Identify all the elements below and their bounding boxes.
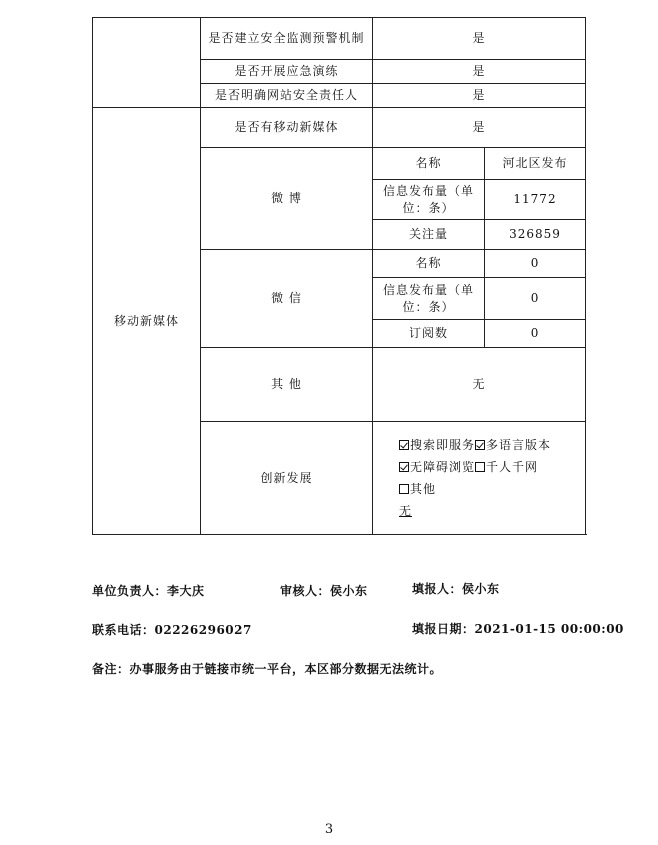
weibo-followers-label: 关注量 [373, 220, 485, 250]
innovation-option [399, 438, 475, 452]
weibo-posts-value: 11772 [485, 180, 586, 220]
checkbox-unchecked-icon [475, 462, 485, 472]
weixin-subscribers-label: 订阅数 [373, 320, 485, 348]
row-value-responsible: 是 [373, 84, 586, 108]
innovation-option [475, 460, 538, 474]
weixin-label: 微 信 [201, 250, 373, 348]
row-value-has-mobile: 是 [373, 108, 586, 148]
reviewer: 审核人：侯小东 [280, 584, 368, 598]
contact-phone: 联系电话：02226296027 [92, 623, 252, 637]
checkbox-checked-icon [475, 440, 485, 450]
innovation-option-label: 搜索即服务 [410, 438, 476, 452]
weixin-posts-value: 0 [485, 278, 586, 320]
innovation-option-label: 多语言版本 [486, 438, 552, 452]
weibo-posts-label: 信息发布量（单位：条） [373, 180, 485, 220]
innovation-option [475, 438, 551, 452]
weixin-name-value: 0 [485, 250, 586, 278]
table-row [93, 18, 586, 60]
row-value-monitoring: 是 [373, 18, 586, 60]
other-media-value: 无 [373, 348, 586, 422]
weixin-posts-label: 信息发布量（单位：条） [373, 278, 485, 320]
section-label-innovation: 创新发展 [201, 422, 373, 535]
unit-head: 单位负责人：李大庆 [92, 584, 205, 598]
checkbox-unchecked-icon [399, 484, 409, 494]
report-table [92, 17, 586, 535]
weixin-subscribers-value: 0 [485, 320, 586, 348]
weibo-label: 微 博 [201, 148, 373, 250]
weibo-followers-value: 326859 [485, 220, 586, 250]
weibo-name-value: 河北区发布 [485, 148, 586, 180]
row-label-responsible: 是否明确网站安全责任人 [201, 84, 373, 108]
checkbox-checked-icon [399, 440, 409, 450]
row-label-drill: 是否开展应急演练 [201, 60, 373, 84]
row-value-drill: 是 [373, 60, 586, 84]
filler: 填报人：侯小东 [412, 582, 500, 596]
innovation-option [399, 460, 475, 474]
table-row [93, 108, 586, 148]
weixin-name-label: 名称 [373, 250, 485, 278]
innovation-option-label: 千人千网 [486, 460, 539, 474]
innovation-other-value: 无 [399, 504, 413, 518]
innovation-option-label: 无障碍浏览 [410, 460, 476, 474]
row-label-monitoring: 是否建立安全监测预警机制 [201, 18, 373, 60]
other-media-label: 其 他 [201, 348, 373, 422]
checkbox-checked-icon [399, 462, 409, 472]
innovation-options [373, 422, 586, 535]
section-label-mobile-media: 移动新媒体 [93, 108, 201, 535]
fill-date: 填报日期：2021-01-15 00:00:00 [412, 622, 624, 636]
page-number: 3 [324, 822, 334, 837]
section-cell-security [93, 18, 201, 108]
innovation-option [399, 482, 436, 496]
weibo-name-label: 名称 [373, 148, 485, 180]
innovation-option-label: 其他 [410, 482, 437, 496]
remark: 备注：办事服务由于链接市统一平台，本区部分数据无法统计。 [92, 662, 443, 676]
row-label-has-mobile: 是否有移动新媒体 [201, 108, 373, 148]
